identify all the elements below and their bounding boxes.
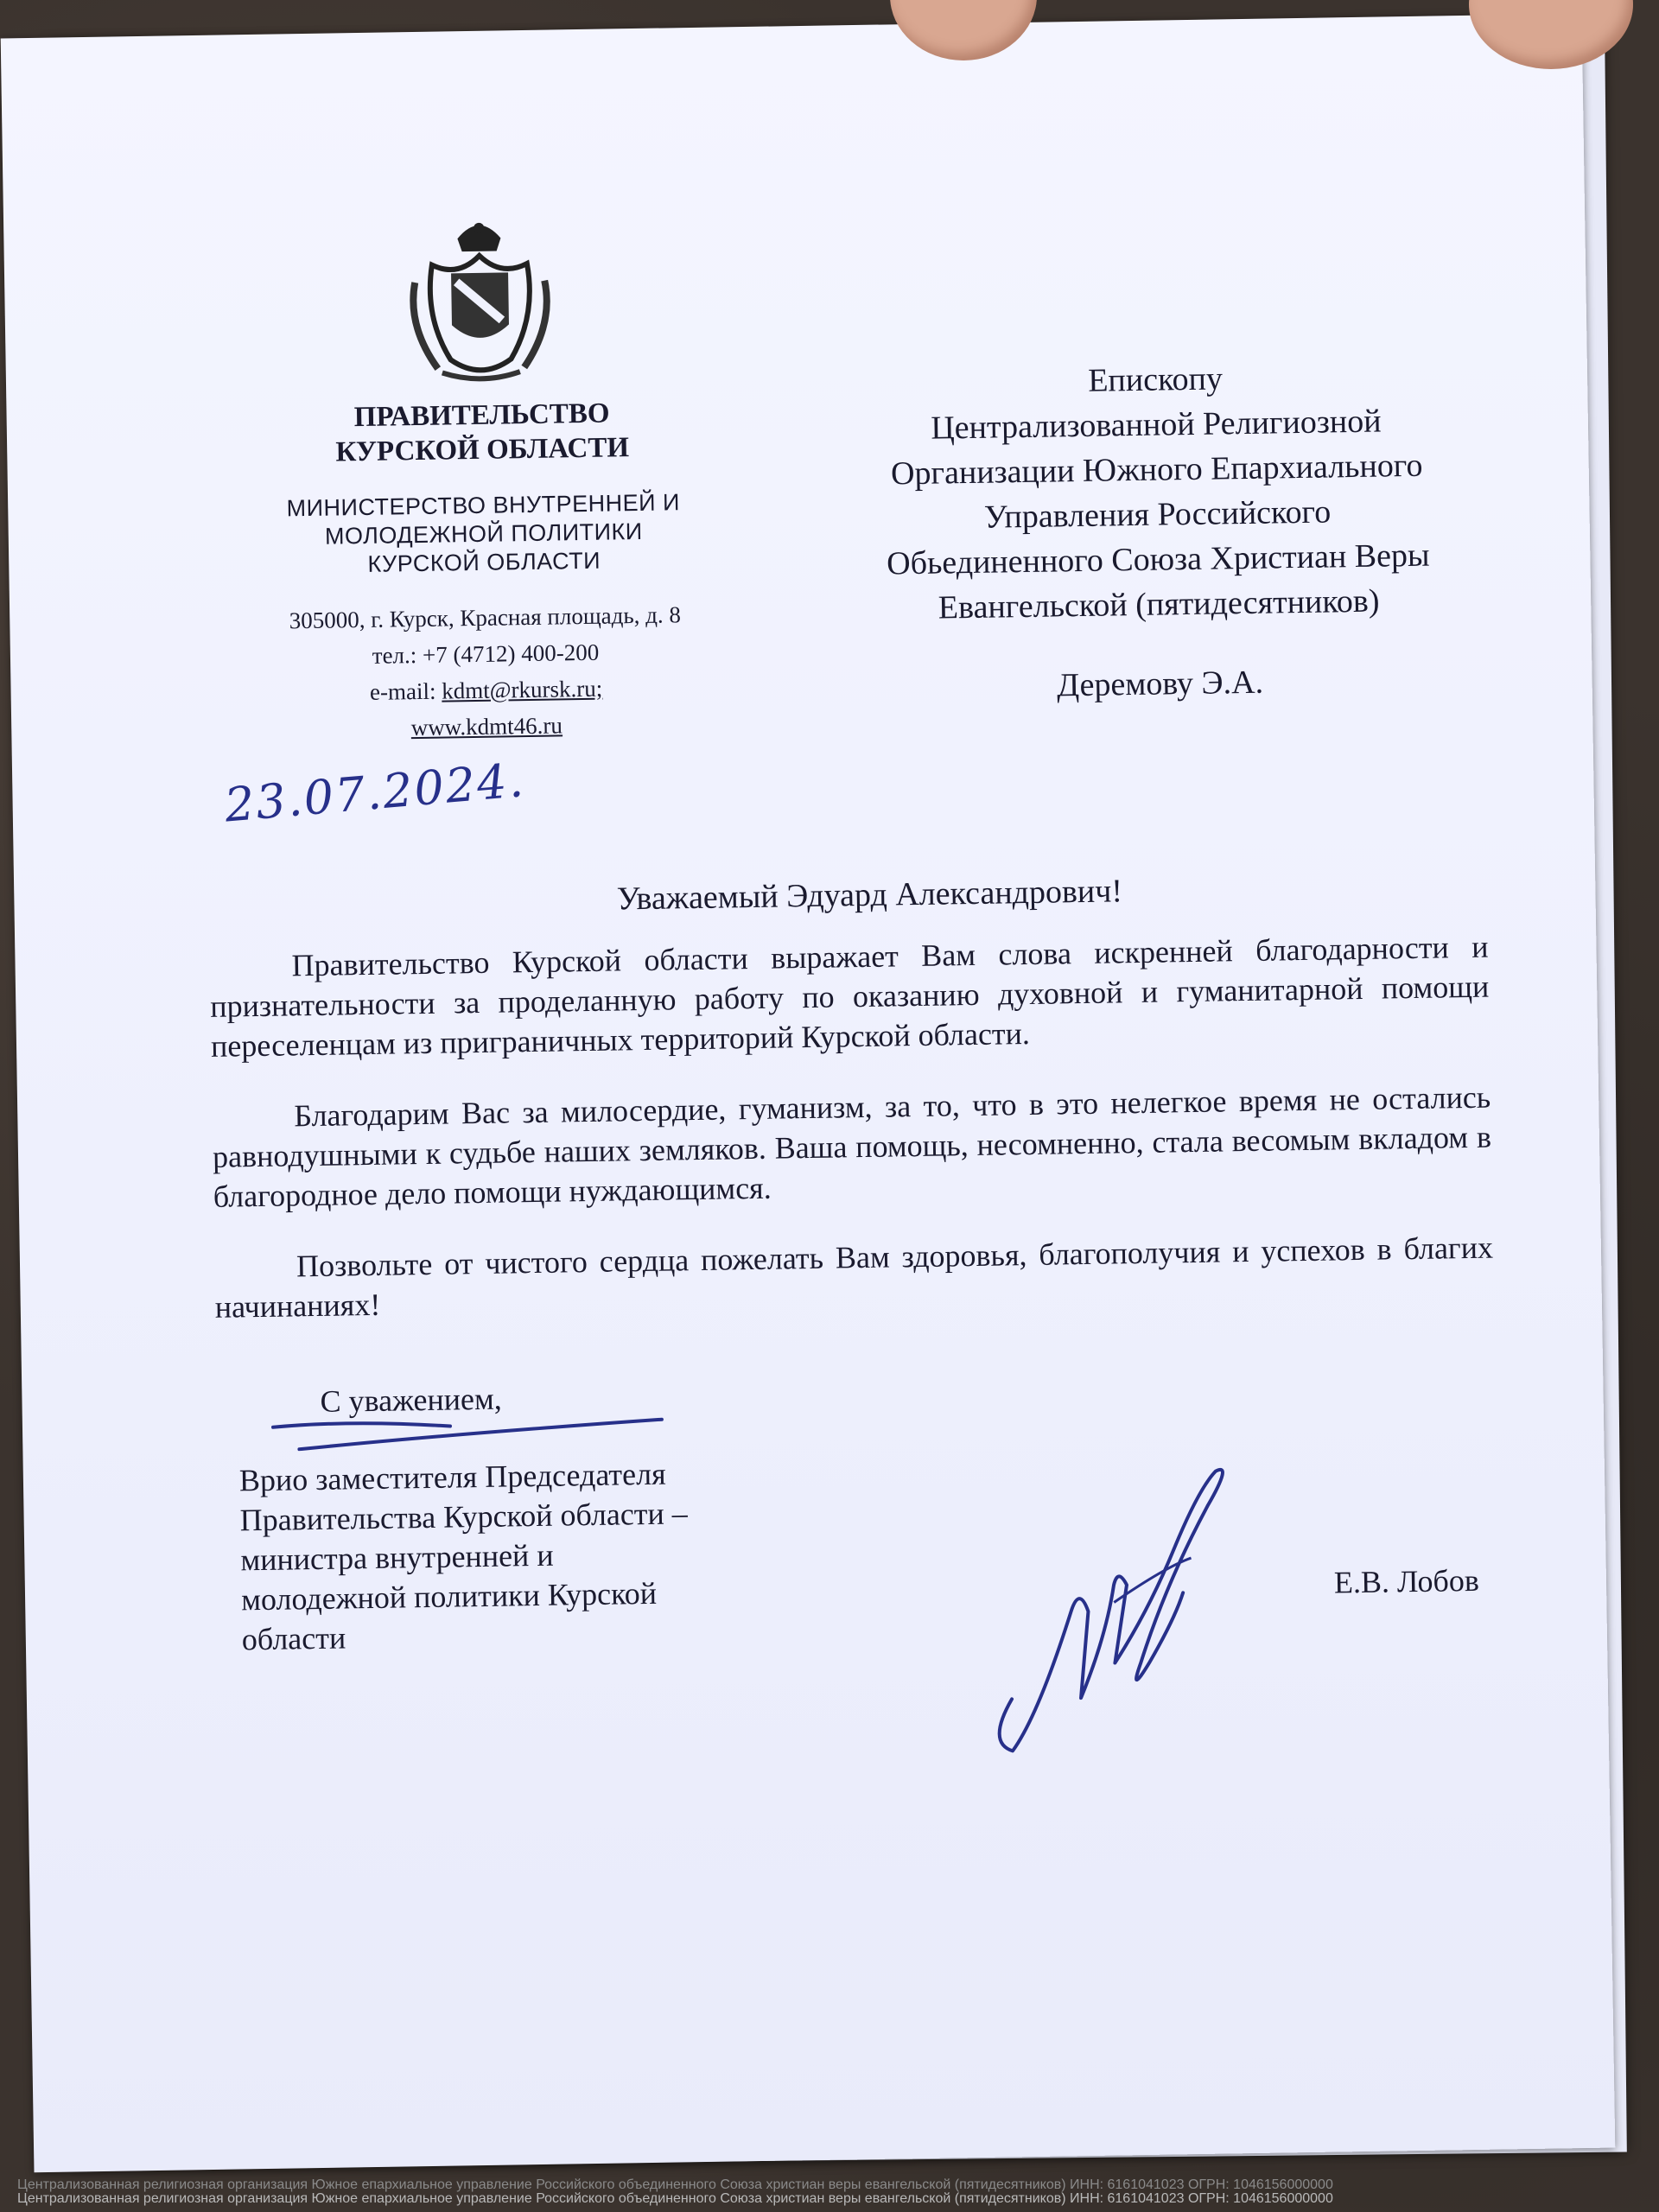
signatory-name: Е.В. Лобов [1333, 1562, 1480, 1600]
contact-info [251, 596, 721, 748]
kursk-coat-of-arms-icon [397, 211, 563, 386]
address: 305000, г. Курск, Красная площадь, д. 8 [289, 601, 682, 634]
watermark-text: Централизованная религиозная организация Южное епархиальное управление Российского объединенного Союза христиан веры евангельской (пятидесятников) ИНН: 6161041023 ОГРН: 1046156000000 [17, 2177, 1333, 2192]
closing: С уважением, [320, 1381, 503, 1419]
website-link[interactable]: www.kdmt46.ru [410, 712, 563, 741]
letter-page [1, 14, 1616, 2172]
letter-body [209, 927, 1494, 1358]
government-title: ПРАВИТЕЛЬСТВО КУРСКОЙ ОБЛАСТИ [335, 397, 630, 468]
signature-icon [973, 1435, 1306, 1769]
paragraph: Позвольте от чистого сердца пожелать Вам здоровья, благополучия и успехов в благих начинаниях! [214, 1230, 1494, 1325]
handwritten-date: 23.07.2024. [222, 753, 527, 833]
recipient-name: Деремову Э.А. [1056, 664, 1264, 704]
salutation: Уважаемый Эдуард Александрович! [616, 873, 1123, 918]
pen-stroke-icon [264, 1411, 671, 1452]
watermark-text: Централизованная религиозная организация Южное епархиальное управление Российского объединенного Союза христиан веры евангельской (пятидесятников) ИНН: 6161041023 ОГРН: 1046156000000 [17, 2191, 1333, 2206]
phone: тел.: +7 (4712) 400-200 [372, 639, 600, 669]
letterhead [248, 395, 720, 748]
signatory-position: Врио заместителя Председателя Правительства Курской области – министра внутренней и молодежной политики Курской области [238, 1456, 689, 1657]
paragraph: Правительство Курской области выражает Вам слова искренней благодарности и признательности за проделанную работу по оказанию духовной и гуманитарной помощи переселенцам из приграничных территорий Курской области. [210, 929, 1490, 1064]
email-link[interactable]: kdmt@rkursk.ru; [441, 675, 603, 704]
email-line: e-mail: kdmt@rkursk.ru; [369, 675, 603, 705]
recipient-block: Епископу Централизованной Религиозной Организации Южного Епархиального Управления Российского Обьединенного Союза Христиан Веры Евангельской (пятидесятников) Деремову Э.А. [801, 352, 1515, 712]
paragraph: Благодарим Вас за милосердие, гуманизм, за то, что в это нелегкое время не остались равнодушными к судьбе наших земляков. Ваша помощь, несомненно, стала весомым вкладом в благородное дело помощи нуждающимся. [212, 1079, 1492, 1214]
ministry-name: МИНИСТЕРСТВО ВНУТРЕННЕЙ И МОЛОДЕЖНОЙ ПОЛИТИКИ КУРСКОЙ ОБЛАСТИ [286, 489, 681, 577]
